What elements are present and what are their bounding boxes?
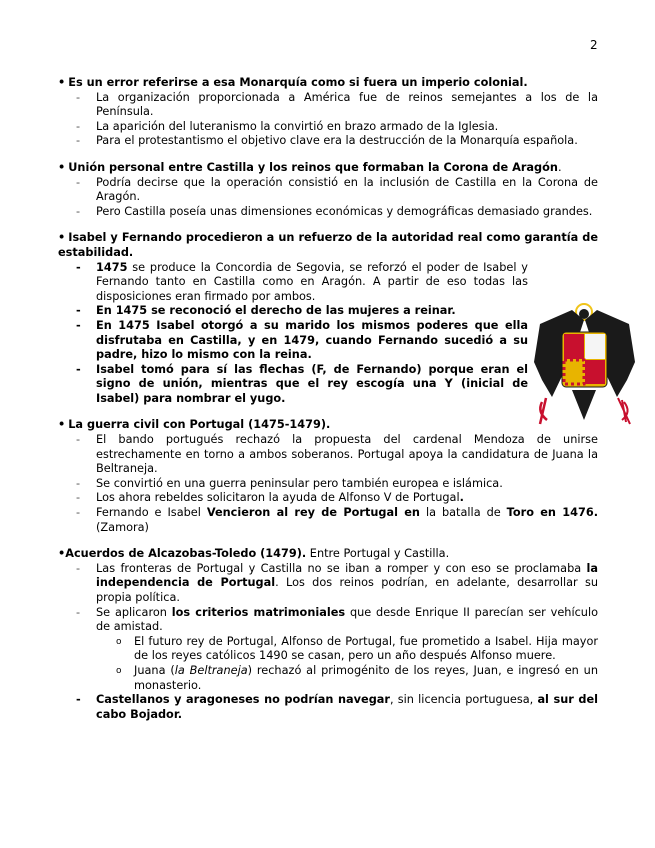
list-item: - Castellanos y aragoneses no podrían navegar, sin licencia portuguesa, al sur del cabo Bojador.	[76, 693, 598, 721]
dash-icon: -	[76, 476, 81, 490]
section-title: • Es un error referirse a esa Monarquía como si fuera un imperio colonial.	[58, 76, 528, 89]
section-title: • Isabel y Fernando procedieron a un refuerzo de la autoridad real como garantía de estabilidad.	[58, 231, 598, 259]
dash-icon: -	[76, 491, 81, 505]
dash-icon: -	[76, 134, 81, 148]
bullet-icon: •	[58, 418, 66, 432]
lion-quarter	[585, 334, 605, 359]
bullet-icon: •	[58, 547, 66, 561]
dash-icon: -	[76, 90, 81, 104]
list-item: - El bando portugués rechazó la propuesta del cardenal Mendoza de unirse estrechamente en torno a ambos soberanos. Portugal apoya la candidatura de Juana la Beltraneja.	[76, 433, 598, 476]
section-autoridad	[58, 231, 598, 406]
dash-icon: -	[76, 561, 81, 575]
list-item: - Se aplicaron los criterios matrimoniales que desde Enrique II parecían ser vehículo de amistad.	[76, 605, 599, 634]
list-item: - Fernando e Isabel Vencieron al rey de Portugal en la batalla de Toro en 1476. (Zamora)	[76, 506, 598, 534]
dash-icon: -	[76, 204, 81, 218]
dash-icon: -	[76, 318, 81, 332]
list-item: - Podría decirse que la operación consistió en la inclusión de Castilla en la Corona de Aragón.	[76, 175, 598, 204]
sub-list-item: o El futuro rey de Portugal, Alfonso de Portugal, fue prometido a Isabel. Hija mayor de los reyes católicos 1490 se casan, pero un año después Alfonso muere.	[116, 634, 598, 663]
dash-icon: -	[76, 175, 81, 189]
dash-icon: -	[76, 693, 81, 707]
list-item: - Se convirtió en una guerra peninsular pero también europea e islámica.	[76, 476, 503, 490]
dash-icon: -	[76, 433, 81, 447]
dash-icon: -	[76, 506, 81, 520]
section-acuerdos	[58, 547, 598, 722]
section-title: • La guerra civil con Portugal (1475-1479).	[58, 418, 331, 432]
page-number: 2	[590, 38, 598, 52]
dash-icon: -	[76, 362, 81, 376]
list-item: - Las fronteras de Portugal y Castilla no se iban a romper y con eso se proclamaba la independencia de Portugal. Los dos reinos podrían, en adelante, desarrollar su propia política.	[76, 561, 599, 604]
dash-icon: -	[76, 119, 81, 133]
list-item: - Pero Castilla poseía unas dimensiones económicas y demográficas demasiado grandes.	[76, 204, 593, 218]
arrows-icon	[618, 398, 630, 424]
document-body	[58, 76, 598, 734]
section-title: •Acuerdos de Alcazobas-Toledo (1479). Entre Portugal y Castilla.	[58, 547, 450, 561]
sicily-quarter	[585, 360, 605, 384]
castle-quarter	[564, 334, 584, 359]
section-title: • Unión personal entre Castilla y los reinos que formaban la Corona de Aragón.	[58, 160, 562, 174]
dash-icon: -	[76, 260, 81, 274]
list-item: - Los ahora rebeldes solicitaron la ayuda de Alfonso V de Portugal.	[76, 491, 464, 505]
bullet-icon: •	[58, 160, 66, 174]
bullet-icon: •	[58, 76, 66, 89]
eagle-tail	[572, 390, 596, 420]
dash-icon: -	[76, 304, 81, 318]
list-item: - En 1475 Isabel otorgó a su marido los mismos poderes que ella disfrutaba en Castilla, y en 1479, cuando Fernando sucedió a su padre, hizo lo mismo con la reina.	[76, 318, 528, 362]
dash-icon: -	[76, 605, 81, 619]
section-guerra	[58, 418, 598, 535]
list-item: - Para el protestantismo el objetivo clave era la destrucción de la Monarquía española.	[76, 134, 578, 148]
list-item: - En 1475 se reconoció el derecho de las mujeres a reinar.	[76, 304, 456, 318]
list-item: - Isabel tomó para sí las flechas (F, de Fernando) porque eran el signo de unión, mientras que el rey escogía una Y (inicial de Isabel) para nombrar el yugo.	[76, 362, 528, 405]
circle-bullet-icon: o	[116, 665, 122, 676]
aragon-quarter	[564, 360, 584, 384]
coat-of-arms-eagle-icon	[532, 302, 637, 427]
list-item: - La organización proporcionada a América fue de reinos semejantes a los de la Península.	[76, 90, 598, 119]
sub-list-item: o Juana (la Beltraneja) rechazó al primogénito de los reyes, Juan, e ingresó en un monasterio.	[116, 663, 598, 692]
bullet-icon: •	[58, 231, 66, 245]
circle-bullet-icon: o	[116, 636, 122, 647]
section-union	[58, 161, 598, 219]
list-item: - La aparición del luteranismo la convirtió en brazo armado de la Iglesia.	[76, 119, 499, 133]
list-item: - 1475 se produce la Concordia de Segovia, se reforzó el poder de Isabel y Fernando tanto en Castilla como en Aragón. A partir de eso todas las disposiciones eran firmado por ambos.	[76, 260, 528, 303]
section-colonial	[58, 76, 598, 149]
yoke-icon	[540, 398, 547, 424]
